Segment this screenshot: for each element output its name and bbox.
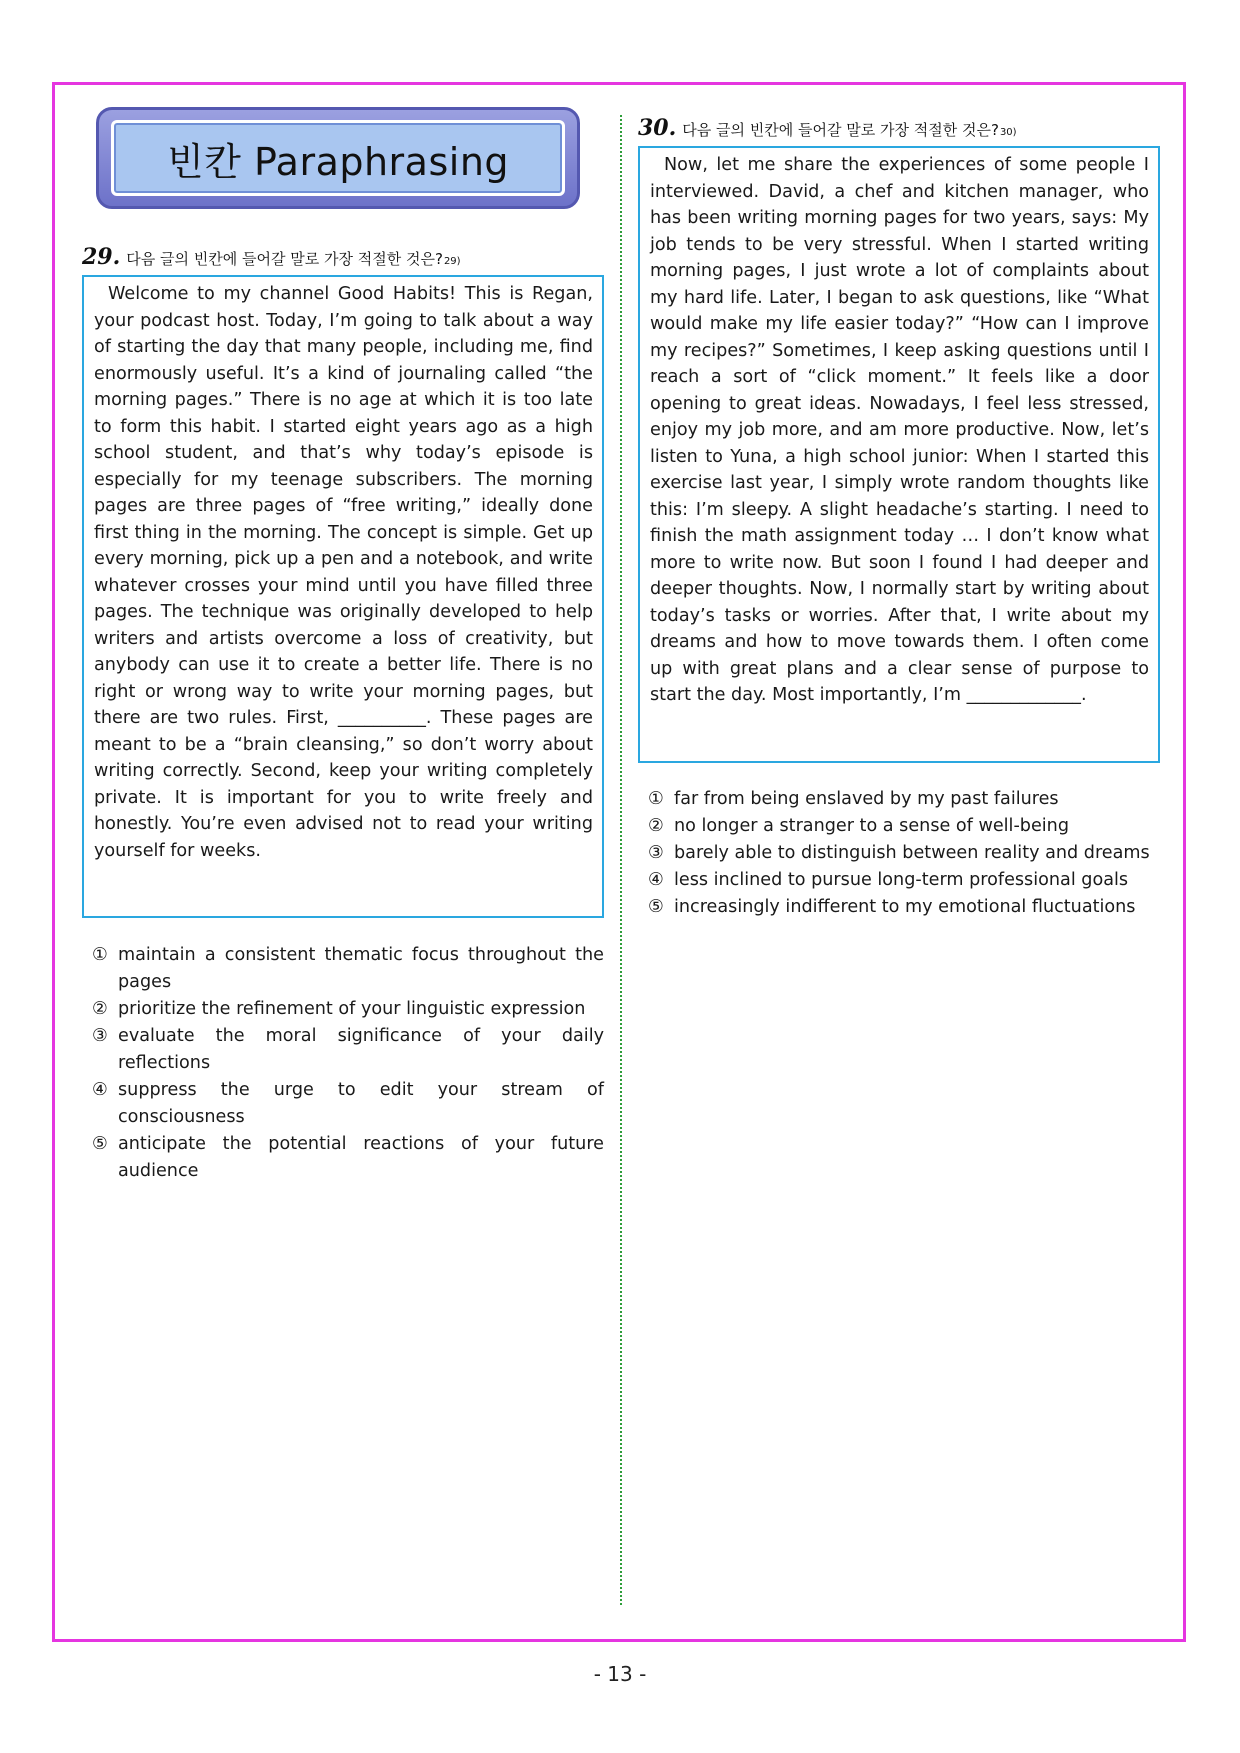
option-text: no longer a stranger to a sense of well-being <box>674 816 1069 836</box>
question-30-prompt: 다음 글의 빈칸에 들어갈 말로 가장 적절한 것은? <box>682 121 999 139</box>
option-3[interactable] <box>648 840 1158 867</box>
question-29-prompt: 다음 글의 빈칸에 들어갈 말로 가장 적절한 것은? <box>126 250 443 268</box>
option-number: ④ <box>92 1080 108 1100</box>
section-banner-inner <box>111 120 565 196</box>
option-text: anticipate the potential reactions of your future audience <box>118 1134 604 1181</box>
option-number: ③ <box>92 1026 108 1046</box>
question-30-header <box>638 115 1017 141</box>
column-divider <box>620 115 622 1605</box>
option-1[interactable] <box>648 786 1158 813</box>
option-2[interactable] <box>648 813 1158 840</box>
option-number: ① <box>648 789 664 809</box>
option-number: ② <box>648 816 664 836</box>
option-text: prioritize the refinement of your linguistic expression <box>118 999 586 1019</box>
option-number: ⑤ <box>648 897 664 917</box>
option-number: ④ <box>648 870 664 890</box>
option-number: ⑤ <box>92 1134 108 1154</box>
option-number: ① <box>92 945 108 965</box>
option-5[interactable] <box>92 1131 604 1185</box>
option-text: suppress the urge to edit your stream of consciousness <box>118 1080 604 1127</box>
option-3[interactable] <box>92 1023 604 1077</box>
option-text: less inclined to pursue long-term professional goals <box>674 870 1129 890</box>
option-text: barely able to distinguish between reality and dreams <box>674 843 1150 863</box>
question-29-header <box>82 244 461 270</box>
section-title: 빈칸 Paraphrasing <box>166 139 510 184</box>
option-text: maintain a consistent thematic focus throughout the pages <box>118 945 604 992</box>
question-29-passage: Welcome to my channel Good Habits! This is Regan, your podcast host. Today, I’m going to talk about a way of starting the day that many people, including me, find enormously useful. It’s a kind of journaling called “the morning pages.” There is no age at which it is too late to form this habit. I started eight years ago as a high school student, and that’s why today’s episode is especially for my teenage subscribers. The morning pages are three pages of “free writing,” ideally done first thing in the morning. The concept is simple. Get up every morning, pick up a pen and a notebook, and write whatever crosses your mind until you have filled three pages. The technique was originally developed to help writers and artists overcome a loss of creativity, but anybody can use it to create a better life. There is no right or wrong way to write your morning pages, but there are two rules. First, __________. These pages are meant to be a “brain cleansing,” so don’t worry about writing correctly. Second, keep your writing completely private. It is important for you to write freely and honestly. You’re even advised not to read your writing yourself for weeks. <box>82 275 604 918</box>
option-number: ③ <box>648 843 664 863</box>
option-number: ② <box>92 999 108 1019</box>
option-4[interactable] <box>648 867 1158 894</box>
question-30-number: 30. <box>638 115 677 141</box>
question-30-passage: Now, let me share the experiences of some people I interviewed. David, a chef and kitchen manager, who has been writing morning pages for two years, says: My job tends to be very stressful. When I started writing morning pages, I just wrote a lot of complaints about my hard life. Later, I began to ask questions, like “What would make my life easier today?” “How can I improve my recipes?” Sometimes, I keep asking questions until I reach a sort of “click moment.” It feels like a door opening to great ideas. Nowadays, I feel less stressed, enjoy my job more, and am more productive. Now, let’s listen to Yuna, a high school junior: When I started this exercise last year, I simply wrote random thoughts like this: I’m sleepy. A slight headache’s starting. I need to finish the math assignment today … I don’t know what more to write now. But soon I found I had deeper and deeper thoughts. Now, I normally start by writing about today’s tasks or worries. After that, I write about my dreams and how to move towards them. I often come up with great plans and a clear sense of purpose to start the day. Most importantly, I’m _____________. <box>638 146 1160 763</box>
question-29-options <box>92 942 604 1185</box>
section-banner <box>96 107 580 209</box>
option-4[interactable] <box>92 1077 604 1131</box>
option-text: evaluate the moral significance of your daily reflections <box>118 1026 604 1073</box>
option-2[interactable] <box>92 996 604 1023</box>
question-29-number: 29. <box>82 244 121 270</box>
option-text: far from being enslaved by my past failures <box>674 789 1059 809</box>
page-number: - 13 - <box>593 1662 647 1686</box>
option-1[interactable] <box>92 942 604 996</box>
question-30-footnote: 30) <box>999 127 1017 138</box>
question-30-options <box>648 786 1158 921</box>
option-text: increasingly indifferent to my emotional fluctuations <box>674 897 1136 917</box>
option-5[interactable] <box>648 894 1158 921</box>
question-29-footnote: 29) <box>443 256 461 267</box>
